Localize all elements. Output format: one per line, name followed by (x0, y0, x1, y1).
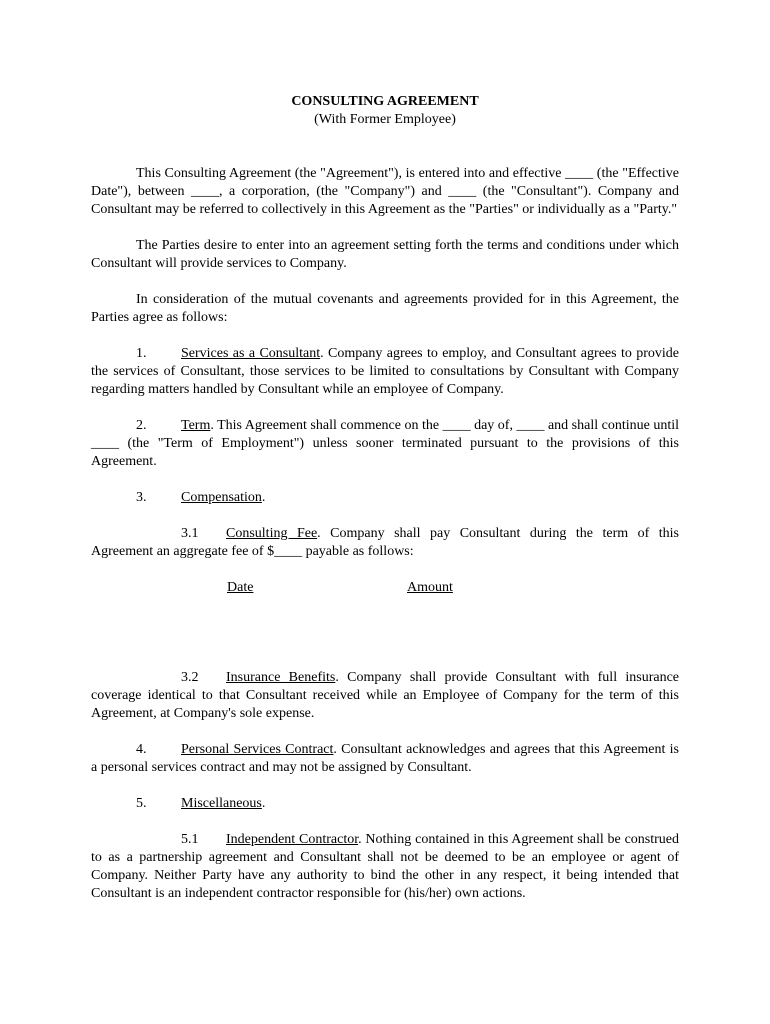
section-2 (91, 417, 679, 471)
section-3-2-body: . Company shall provide Consultant with full insurance coverage identical to that Consultant received while an Employee of Company for the term of this Agreement, at Company's sole expense. (91, 670, 679, 721)
section-3-1-number: 3.1 (181, 526, 199, 541)
document-title: CONSULTING AGREEMENT (291, 94, 479, 109)
section-5-1-number: 5.1 (181, 832, 199, 847)
desire-paragraph: The Parties desire to enter into an agreement setting forth the terms and conditions under which Consultant will provide services to Company. (91, 238, 679, 271)
section-3-period: . (261, 490, 266, 505)
section-1 (91, 345, 679, 399)
section-5-period: . (261, 796, 266, 811)
section-5 (91, 795, 679, 813)
section-4 (91, 741, 679, 777)
section-4-heading: Personal Services Contract (181, 742, 334, 757)
section-5-heading: Miscellaneous (181, 796, 262, 811)
consideration-paragraph: In consideration of the mutual covenants and agreements provided for in this Agreement, the Parties agree as follows: (91, 292, 679, 325)
section-1-number: 1. (136, 346, 147, 361)
section-2-number: 2. (136, 418, 147, 433)
section-1-heading: Services as a Consultant (181, 346, 321, 361)
section-3-2 (91, 669, 679, 723)
section-5-1-heading: Independent Contractor (226, 832, 359, 847)
section-5-1-body: . Nothing contained in this Agreement shall be construed to as a partnership agreement and Consultant shall not be deemed to be an employee or agent of Company. Neither Party have any authority to bind the other in any respect, it being intended that Consultant is an independent contractor responsible for (his/her) own actions. (91, 832, 679, 901)
section-5-number: 5. (136, 796, 147, 811)
section-2-body: . This Agreement shall commence on the ____ day of, ____ and shall continue until ____ (the "Term of Employment") unless sooner terminated pursuant to the provisions of this Agreement. (91, 418, 679, 469)
fee-schedule-table (91, 579, 679, 669)
section-3-1-body: . Company shall pay Consultant during the term of this Agreement an aggregate fee of $____ payable as follows: (91, 526, 679, 559)
section-3-1-heading: Consulting Fee (226, 526, 318, 541)
intro-paragraph: This Consulting Agreement (the "Agreement"), is entered into and effective ____ (the "Effective Date"), between ____, a corporation, (the "Company") and ____ (the "Consultant"). Company and Consultant may be referred to collectively in this Agreement as the "Parties" or individually as a "Party." (91, 166, 679, 217)
fee-table-date-header: Date (227, 580, 254, 595)
fee-table-amount-header: Amount (407, 580, 453, 595)
section-3-2-heading: Insurance Benefits (226, 670, 336, 685)
section-3-1 (91, 525, 679, 561)
section-2-heading: Term (181, 418, 211, 433)
section-3-2-number: 3.2 (181, 670, 199, 685)
section-4-body: . Consultant acknowledges and agrees that this Agreement is a personal services contract and may not be assigned by Consultant. (91, 742, 679, 775)
section-3-number: 3. (136, 490, 147, 505)
section-1-body: . Company agrees to employ, and Consultant agrees to provide the services of Consultant, those services to be limited to consultations by Consultant with Company regarding matters handled by Consultant while an employee of Company. (91, 346, 679, 397)
section-4-number: 4. (136, 742, 147, 757)
document-subtitle: (With Former Employee) (314, 112, 456, 127)
section-3-heading: Compensation (181, 490, 262, 505)
section-3 (91, 489, 679, 507)
section-5-1 (91, 831, 679, 903)
